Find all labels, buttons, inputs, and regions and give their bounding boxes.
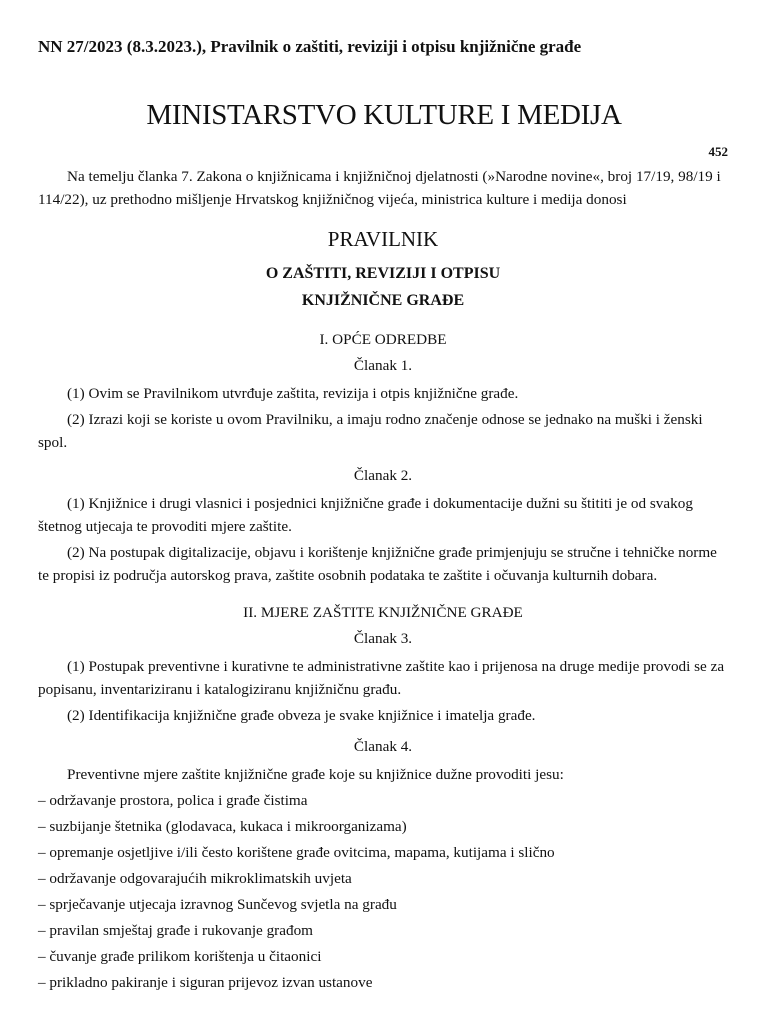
list-item: – prikladno pakiranje i siguran prijevoz izvan ustanove — [38, 974, 373, 991]
article4-intro: Preventivne mjere zaštite knjižnične građe koje su knjižnice dužne provoditi jesu: — [67, 766, 564, 783]
preamble: Na temelju članka 7. Zakona o knjižnicama i knjižničnoj djelatnosti (»Narodne novine«, broj 17/19, 98/19 i 114/22), uz prethodno mišljenje Hrvatskog knjižničnog vijeća, ministrica kulture i medija donosi — [38, 168, 721, 208]
list-item: – čuvanje građe prilikom korištenja u čitaonici — [38, 948, 322, 965]
article-label-4: Članak 4. — [353, 738, 413, 755]
article1-paragraph1: (1) Ovim se Pravilnikom utvrđuje zaštita, revizija i otpis knjižnične građe. — [67, 385, 519, 402]
list-item: – sprječavanje utjecaja izravnog Sunčevog svjetla na građu — [38, 896, 397, 913]
document-subtitle-line1: O ZAŠTITI, REVIZIJI I OTPISU — [265, 265, 501, 282]
article-label-1: Članak 1. — [353, 357, 413, 374]
document-title: PRAVILNIK — [327, 227, 439, 251]
article3-paragraph1: (1) Postupak preventivne i kurativne te administrativne zaštite kao i prijenosa na druge medije provodi se za popisanu, inventariziranu i katalogiziranu knjižničnu građu. — [38, 658, 725, 698]
list-item: – suzbijanje štetnika (glodavaca, kukaca i mikroorganizama) — [38, 818, 407, 835]
article2-paragraph1: (1) Knjižnice i drugi vlasnici i posjednici knjižnične građe i dokumentacije dužni su štititi je od svakog štetnog utjecaja te provoditi mjere zaštite. — [38, 495, 693, 535]
list-item: – održavanje odgovarajućih mikroklimatskih uvjeta — [38, 870, 352, 887]
list-item: – opremanje osjetljive i/ili često korištene građe ovitcima, mapama, kutijama i slično — [38, 844, 555, 861]
measures-list — [38, 789, 728, 994]
document-subtitle-line2: KNJIŽNIČNE GRAĐE — [301, 292, 465, 309]
section-heading-1: I. OPĆE ODREDBE — [319, 331, 447, 348]
article2-paragraph2: (2) Na postupak digitalizacije, objavu i korištenje knjižnične građe primjenjuju se stručne i tehničke norme te propisi iz područja autorskog prava, zaštite osobnih podataka te zaštite i očuvanja kulturnih dobara. — [38, 544, 717, 584]
article3-paragraph2: (2) Identifikacija knjižnične građe obveza je svake knjižnice i imatelja građe. — [67, 707, 536, 724]
gazette-header: NN 27/2023 (8.3.2023.), Pravilnik o zaštiti, reviziji i otpisu knjižnične građe — [38, 37, 582, 56]
document-body — [38, 165, 728, 997]
article1-paragraph2: (2) Izrazi koji se koriste u ovom Pravilniku, a imaju rodno značenje odnose se jednako na muški i ženski spol. — [38, 411, 703, 451]
ministry-name: MINISTARSTVO KULTURE I MEDIJA — [146, 99, 622, 131]
issue-number: 452 — [708, 144, 728, 159]
list-item: – održavanje prostora, polica i građe čistima — [38, 792, 308, 809]
article-label-2: Članak 2. — [353, 467, 413, 484]
article-label-3: Članak 3. — [353, 630, 413, 647]
section-heading-2: II. MJERE ZAŠTITE KNJIŽNIČNE GRAĐE — [243, 604, 523, 621]
list-item: – pravilan smještaj građe i rukovanje građom — [38, 922, 313, 939]
